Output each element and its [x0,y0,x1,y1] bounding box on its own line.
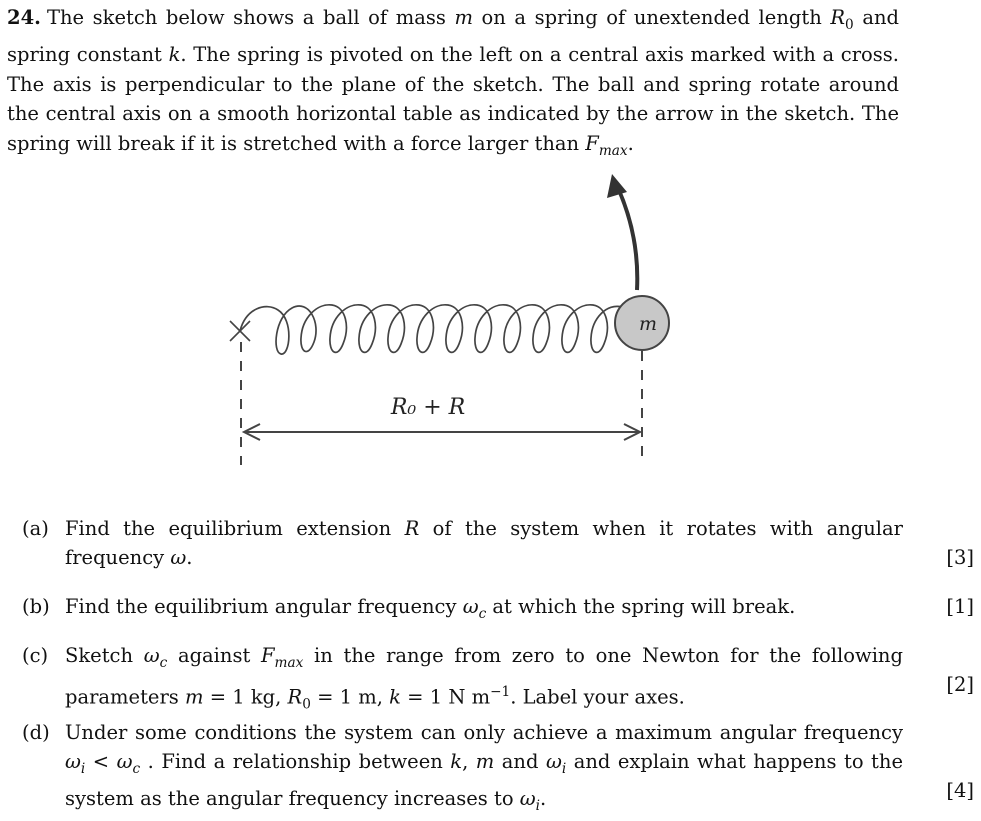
math-subscript: max [274,654,304,671]
math-subscript: c [159,654,168,671]
part-label: (a) [22,517,49,540]
math-subscript: i [80,760,86,777]
text: . [540,786,547,810]
math-symbol: ω [519,786,536,810]
text: . Label your axes. [510,685,685,709]
intro-text: . [627,131,634,155]
text: . [186,546,193,569]
math-symbol: k [450,750,463,773]
math-symbol: k [168,43,181,67]
math-subscript: max [598,142,628,159]
intro-text: and spring constant [7,6,899,67]
math-symbol: ω [170,546,187,569]
text: < [85,750,117,773]
part-text [65,592,903,629]
math-symbol: ω [143,644,160,667]
math-symbol: m [475,750,495,773]
math-subscript: 0 [302,696,311,713]
math-symbol: R [830,6,846,29]
math-symbol: F [261,644,275,667]
text: and explain what happens to the system as the angular frequency increases to [65,750,903,810]
text: Find the equilibrium extension [65,517,405,540]
intro-text: The sketch below shows a ball of mass [46,6,455,29]
math-symbol: m [454,6,473,29]
part-text [65,718,903,821]
text: and [494,750,546,773]
text: Under some conditions the system can only achieve a maximum angular frequency [65,721,903,744]
math-subscript: c [132,760,141,777]
marks: [2] [946,673,974,696]
spring-ball-diagram [220,170,690,470]
question-number: 24. [7,6,41,29]
part-label: (d) [22,721,50,744]
arrow-head-icon [607,174,627,198]
text: = 1 N m [400,685,491,709]
math-subscript: 0 [845,16,854,33]
text: . Find a relationship between [140,750,451,773]
text: at which the spring will break. [486,595,796,618]
marks: [1] [946,595,974,618]
part-text [65,514,903,572]
intro-text: on a spring of unextended length [472,6,831,29]
math-symbol: R [404,517,420,540]
text: , [462,750,476,773]
rotation-arrow-icon [618,188,637,290]
ball-label: m [638,313,658,335]
math-subscript: i [561,760,567,777]
marks: [4] [946,779,974,802]
part-text [65,641,903,719]
text: Find the equilibrium angular frequency [65,595,463,618]
question-intro [7,3,899,166]
text: of the system when it rotates with angular frequency [65,517,903,569]
math-symbol: ω [65,750,81,773]
text: = 1 m, [310,685,390,709]
math-symbol: k [389,685,401,709]
part-label: (c) [22,644,49,667]
math-subscript: c [478,605,487,622]
text: Sketch [65,644,144,667]
math-symbol: R [287,685,303,709]
math-symbol: ω [462,595,479,618]
spring-coil [240,305,622,354]
text: against [167,644,262,667]
math-superscript: −1 [490,683,511,700]
text: in the range from zero to one Newton for the following parameters [65,644,903,709]
marks: [3] [946,546,974,569]
math-symbol: ω [116,750,133,773]
math-symbol: F [585,131,599,155]
part-label: (b) [22,595,50,618]
text: = 1 kg, [203,685,288,709]
dimension-label: R₀ + R [390,395,466,420]
math-subscript: i [535,797,541,814]
math-symbol: m [185,685,204,709]
intro-text: . The spring is pivoted on the left on a central axis marked with a cross. The axis is perpendicular to the plane of the sketch. The ball and spring rotate around the central axis on a smooth horizontal table as indicated by the arrow in the sketch. The spring will break if it is stretched with a force larger than [7,43,900,155]
math-symbol: ω [545,750,562,773]
